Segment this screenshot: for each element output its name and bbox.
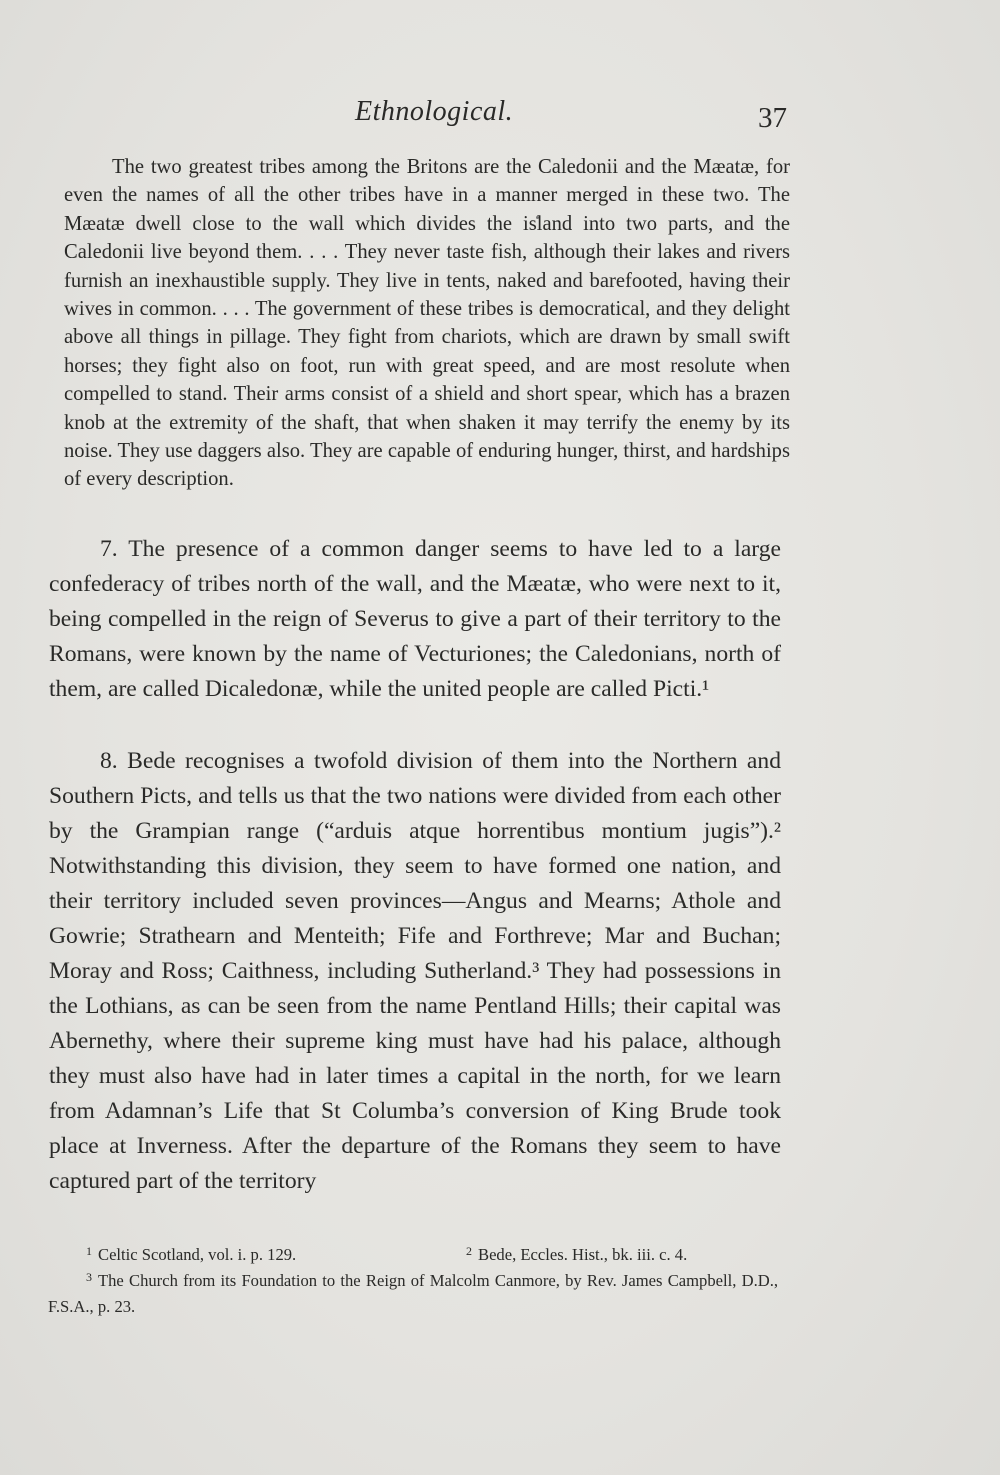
footnote-text: Celtic Scotland, vol. i. p. 129.	[98, 1245, 297, 1264]
footnote-3	[48, 1264, 778, 1320]
running-title: Ethnological.	[355, 96, 514, 127]
paragraph-7: 7. The presence of a common danger seems to have led to a large confederacy of tribes north of the wall, and the Mæatæ, who were next to it, being compelled in the reign of Severus to give a part of their territory to the Romans, were known by the name of Vecturiones; the Caledonians, north of them, are called Dicaledonæ, while the united people are called Picti.¹	[49, 536, 781, 702]
footnote-mark: 3	[86, 1270, 92, 1284]
footnote-mark: 2	[466, 1244, 472, 1258]
footnote-text: Bede, Eccles. Hist., bk. iii. c. 4.	[478, 1245, 688, 1264]
footnote-1	[86, 1238, 296, 1268]
footnote-text: The Church from its Foundation to the Reign of Malcolm Canmore, by Rev. James Campbell, D.D., F.S.A., p. 23.	[48, 1271, 778, 1316]
block-quote: The two greatest tribes among the Britons are the Caledonii and the Mæatæ, for even the names of all the other tribes have in a manner merged in these two. The Mæatæ dwell close to the wall which divides the island into two parts, and the Caledonii live beyond them. . . . They never taste fish, although their lakes and rivers furnish an inexhaustible supply. They live in tents, naked and barefooted, having their wives in common. . . . The government of these tribes is democratical, and they delight above all things in pillage. They fight from chariots, which are drawn by small swift horses; they fight also on foot, run with great speed, and are most resolute when compelled to stand. Their arms consist of a shield and short spear, which has a brazen knob at the extremity of the shaft, that when shaken it may terrify the enemy by its noise. They use daggers also. They are capable of enduring hunger, thirst, and hardships of every description.	[64, 156, 790, 491]
footnote-mark: 1	[86, 1244, 92, 1258]
footnotes	[48, 1238, 778, 1320]
paragraph-8: 8. Bede recognises a twofold division of them into the Northern and Southern Picts, and tells us that the two nations were divided from each other by the Grampian range (“arduis atque horrentibus montium jugis”).² Notwithstanding this division, they seem to have formed one nation, and their territory included seven provinces—Angus and Mearns; Athole and Gowrie; Strathearn and Menteith; Fife and Forthreve; Mar and Buchan; Moray and Ross; Caithness, including Sutherland.³ They had possessions in the Lothians, as can be seen from the name Pentland Hills; their capital was Abernethy, where their supreme king must have had his palace, although they must also have had in later times a capital in the north, for we learn from Adamnan’s Life that St Columba’s conversion of King Brude took place at Inverness. After the departure of the Romans they seem to have captured part of the territory	[49, 748, 781, 1194]
running-head	[0, 96, 1000, 136]
footnote-2	[466, 1238, 687, 1268]
page-number: 37	[758, 102, 787, 134]
footnote-row	[48, 1238, 778, 1264]
